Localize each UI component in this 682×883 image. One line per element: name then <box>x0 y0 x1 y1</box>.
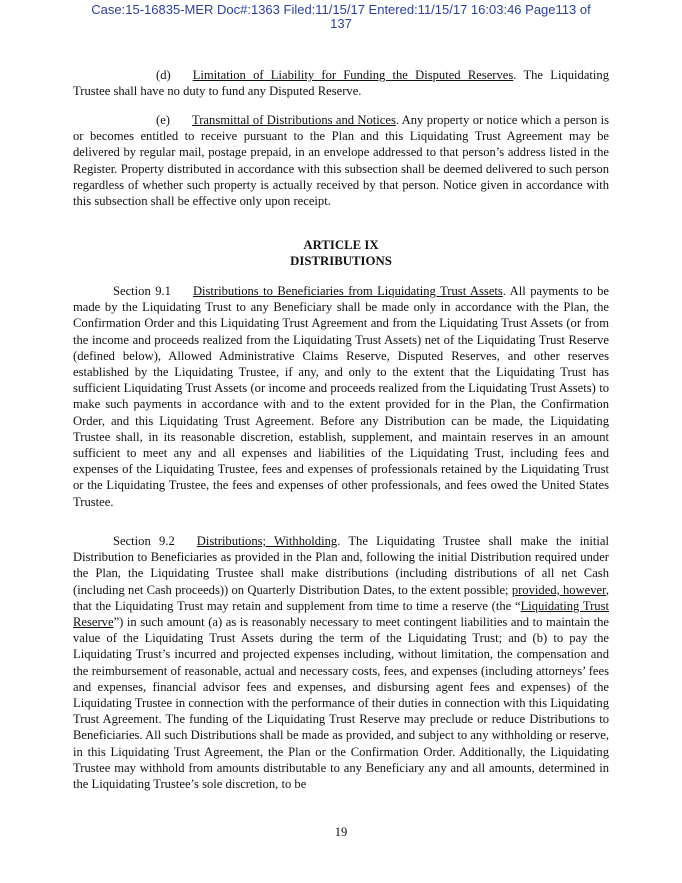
section-9-2-text-c: ”) in such amount (a) as is reasonably necessary to meet contingent liabilities and to maintain the value of the Liquidating Trust Assets during the term of the Liquidating Trust; and (b) to pay the Liquidating Trust’s incurred and projected expenses including, without limitation, the compensation and the reimbursement of reasonable, actual and necessary costs, fees, and expenses (including attorneys’ fees and expenses, financial advisor fees and expenses, and disbursing agent fees and expenses) of the Liquidating Trustee in connection with the performance of their duties in connection with this Liquidating Trust Agreement. The funding of the Liquidating Trust Reserve may preclude or reduce Distributions to Beneficiaries. All such Distributions shall be made as provided, and subject to any withholding or reserve, in this Liquidating Trust Agreement, the Plan or the Confirmation Order. Additionally, the Liquidating Trustee may withhold from amounts distributable to any Beneficiary any and all amounts, determined in the Liquidating Trustee’s sole discretion, to be <box>73 615 609 792</box>
article-title: DISTRIBUTIONS <box>290 254 392 268</box>
section-9-2 <box>73 533 609 792</box>
article-number: ARTICLE IX <box>303 238 379 252</box>
page-number: 19 <box>334 825 348 839</box>
court-filing-header <box>0 3 682 31</box>
section-9-2-heading: Distributions; Withholding <box>196 534 338 548</box>
section-9-2-text-b: , that the Liquidating Trust may retain and supplement from time to time a reserve (the “ <box>73 582 609 613</box>
section-9-2-text-a: . The Liquidating Trustee shall make the initial Distribution to Beneficiaries as provided in the Plan and, following the initial Distribution required under the Plan, the Liquidating Trustee shall make distributions (including distributions of all net Cash (including net Cash proceeds)) on Quarterly Distribution Dates, to the extent possible; <box>73 534 609 597</box>
section-9-1-heading: Distributions to Beneficiaries from Liquidating Trust Assets <box>192 284 503 298</box>
section-9-1 <box>73 283 609 510</box>
header-line-1: Case:15-16835-MER Doc#:1363 Filed:11/15/17 Entered:11/15/17 16:03:46 Page113 of <box>91 2 591 17</box>
paragraph-e-label: (e) <box>156 113 170 127</box>
paragraph-d-label: (d) <box>156 68 171 82</box>
section-9-2-defined-term: Liquidating Trust Reserve <box>73 598 609 630</box>
paragraph-e <box>73 112 609 209</box>
paragraph-e-heading: Transmittal of Distributions and Notices <box>191 113 396 127</box>
header-line-2: 137 <box>330 16 352 31</box>
section-9-1-text: . All payments to be made by the Liquidating Trust to any Beneficiary shall be made only in accordance with the Plan, the Confirmation Order and this Liquidating Trust Agreement and from the Liquidating Trust Assets (or from the income and proceeds realized from the Liquidating Trust Assets) net of the Liquidating Trust Reserve (defined below), Allowed Administrative Claims Reserve, Disputed Reserves, and other reserves established by the Liquidating Trustee, if any, and only to the extent that the Liquidating Trust has sufficient Liquidating Trust Assets (or income and proceeds realized from the Liquidating Trust Assets) to make such payments in accordance with and to the extent provided for in the Plan, the Confirmation Order, and this Liquidating Trust Agreement. Before any Distribution can be made, the Liquidating Trustee shall, in its reasonable discretion, establish, supplement, and maintain reserves in an amount sufficient to meet any and all expenses and liabilities of the Liquidating Trust, including fees and expenses of the Liquidating Trustee, fees and expenses of professionals retained by the Liquidating Trust or the Liquidating Trustee, the fees and expenses of other professionals, and fees owed the United States Trustee. <box>73 284 609 509</box>
section-9-2-label: Section 9.2 <box>113 534 175 548</box>
paragraph-d-heading: Limitation of Liability for Funding the Disputed Reserves <box>192 68 514 82</box>
paragraph-d-text: . The Liquidating Trustee shall have no duty to fund any Disputed Reserve. <box>73 68 610 99</box>
article-heading <box>73 237 609 269</box>
paragraph-e-text: . Any property or notice which a person is or becomes entitled to receive pursuant to the Plan and this Liquidating Trust Agreement may be delivered by regular mail, postage prepaid, in an envelope addressed to that person’s address listed in the Register. Property distributed in accordance with this subsection shall be deemed delivered to such person regardless of whether such property is actually received by that person. Notice given in accordance with this subsection shall be effective only upon receipt. <box>73 113 609 209</box>
section-9-1-label: Section 9.1 <box>113 284 171 298</box>
section-9-2-proviso: provided, however <box>511 582 606 597</box>
paragraph-d <box>73 67 609 99</box>
